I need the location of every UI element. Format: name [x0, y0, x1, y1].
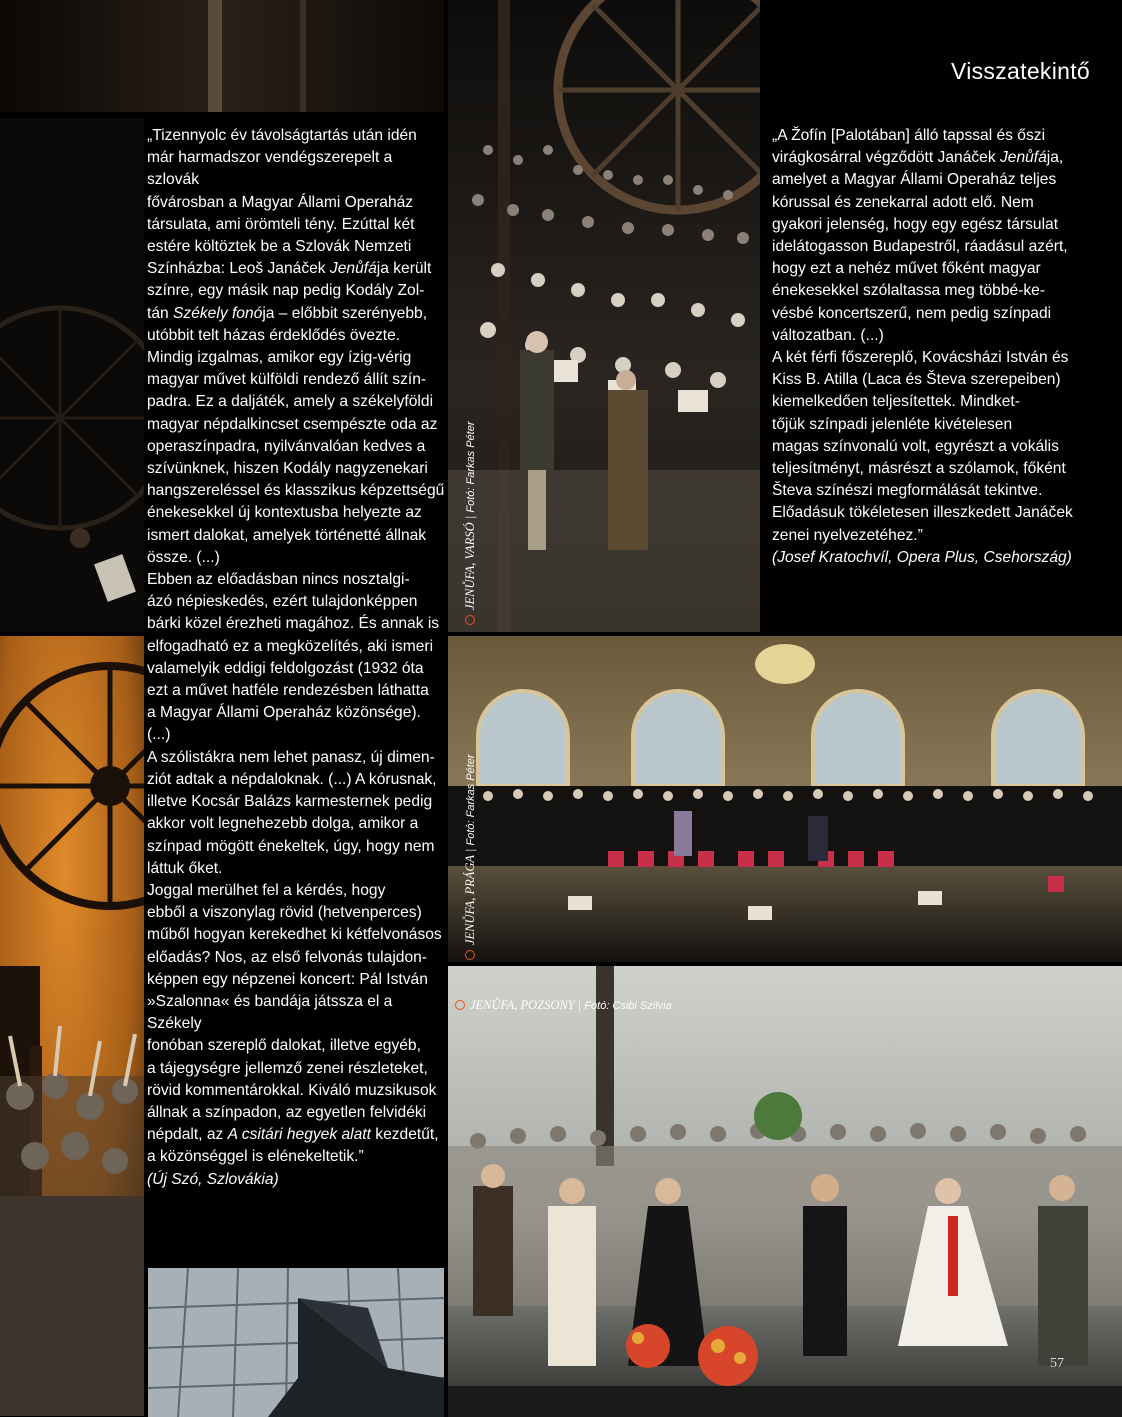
right-article — [772, 125, 1107, 569]
text-line: gyakori jelenség, hogy egy egész társulat — [772, 215, 1059, 233]
text-line: színpad mögött énekeltek, úgy, hogy nem — [147, 837, 435, 855]
text-line: a Magyar Állami Operaház közönsége). (...) — [147, 704, 421, 744]
text-segment: ja – előbbit szerényebb, — [262, 304, 428, 322]
caption-title: JENŮFA, POZSONY — [470, 998, 575, 1012]
song-title: A csitári hegyek alatt — [227, 1126, 371, 1144]
text-line: kiemelkedően teljesítettek. Mindket- — [772, 393, 1020, 411]
text-line: össze. (...) — [147, 548, 220, 566]
text-line: ziót adtak a népdaloknak. (...) A kórusnak, — [147, 770, 437, 788]
photo-glass-building — [148, 1268, 444, 1417]
text-line: rövid kommentárokkal. Kiváló muzsikusok — [147, 1081, 437, 1099]
text-line: képpen egy népzenei koncert: Pál István — [147, 970, 428, 988]
page-number: 57 — [1050, 1356, 1064, 1371]
caption-separator: | — [463, 848, 477, 853]
text-line: operaszínpadra, nyilvánvalóan kedves a — [147, 437, 426, 455]
text-line: Kiss B. Atilla (Laca és Števa szerepeiben) — [772, 371, 1061, 389]
text-segment: tán — [147, 304, 174, 322]
opera-title: Székely fonó — [173, 304, 263, 322]
caption-title: JENŮFA, VARSÓ — [463, 522, 477, 610]
text-line: zenei nyelvezetéhez.” — [772, 526, 923, 544]
caption-varso — [463, 422, 478, 626]
text-line: előadás? Nos, az első felvonás tulajdon- — [147, 948, 427, 966]
text-line: énekesekkel szólaltassa meg többé-ke- — [772, 282, 1046, 300]
text-line: magyar népdalkincset csempészte oda az — [147, 415, 438, 433]
opera-title: Jenůfá — [999, 149, 1047, 167]
text-line: illetve Kocsár Balázs karmesternek pedig — [147, 793, 433, 811]
ring-icon — [465, 950, 475, 960]
text-line: magas színvonalú volt, egyrészt a vokális — [772, 437, 1059, 455]
article-source: (Josef Kratochvíl, Opera Plus, Csehország) — [772, 548, 1072, 566]
caption-title: JENŮFA, PRÁGA — [463, 855, 477, 945]
ring-icon — [465, 615, 475, 625]
text-line: utóbbit telt házas érdeklődés övezte. — [147, 326, 401, 344]
text-line: Ebben az előadásban nincs nosztalgi- — [147, 571, 410, 589]
photo-left-dark-wheel — [0, 118, 144, 632]
text-line — [147, 258, 445, 280]
left-article — [147, 125, 445, 1191]
text-line: teljesítményt, másrészt a szólamok, főként — [772, 460, 1066, 478]
text-line: vésbé koncertszerű, nem pedig színpadi — [772, 304, 1052, 322]
text-line: akkor volt legnehezebb dolga, amikor a — [147, 815, 419, 833]
photo-credit: Fotó: Csibi Szilvia — [584, 1000, 672, 1012]
text-line: estére költöztek be a Szlovák Nemzeti — [147, 238, 412, 256]
text-line: hangszereléssel és klasszikus képzettségű — [147, 482, 445, 500]
photo-jenufa-praga — [448, 636, 1122, 962]
text-line: társulata, ami örömteli tény. Ezúttal két — [147, 215, 415, 233]
text-line: énekesekkel új kontextusba helyezte az — [147, 504, 422, 522]
text-line: »Szalonna« és bandája játssza el a Székely — [147, 992, 393, 1033]
text-line: a tájegységre jellemző zenei részleteket, — [147, 1059, 428, 1077]
text-line: fővárosban a Magyar Állami Operaház — [147, 193, 414, 211]
text-line: „Tizennyolc év távolságtartás után idén — [147, 127, 417, 144]
article-source: (Új Szó, Szlovákia) — [147, 1170, 279, 1188]
text-line: műből hogyan kerekedhet ki kétfelvonásos — [147, 926, 442, 944]
caption-praga — [463, 754, 478, 960]
text-line: padra. Ez a daljáték, amely a székelyföldi — [147, 393, 434, 411]
text-line: Előadásuk tökéletesen illeszkedett Janáček — [772, 504, 1073, 522]
text-line — [772, 147, 1107, 169]
text-line: már harmadszor vendégszerepelt a szlovák — [147, 149, 393, 189]
photo-left-orange-wheel — [0, 636, 144, 1416]
text-line: állnak a színpadon, az egyetlen felvidéki — [147, 1103, 427, 1121]
text-line: A két férfi főszereplő, Kovácsházi István és — [772, 349, 1069, 367]
caption-pozsony — [455, 998, 672, 1013]
text-line: Števa színészi megformálását tekintve. — [772, 482, 1043, 500]
section-title: Visszatekintő — [951, 58, 1090, 84]
text-line: Joggal merülhet fel a kérdés, hogy — [147, 881, 386, 899]
text-line: tőjük színpadi jelenléte kivételesen — [772, 415, 1013, 433]
text-line: kórussal és zenekarral adott elő. Nem — [772, 193, 1034, 211]
text-segment: népdalt, az — [147, 1126, 228, 1144]
text-line: a közönséggel is elénekeltetik.” — [147, 1148, 364, 1166]
photo-top-left-stage — [0, 0, 444, 112]
text-line: magyar művet külföldi rendező állít szín- — [147, 371, 427, 389]
text-line — [147, 1124, 445, 1146]
text-line — [147, 303, 445, 325]
text-line: színre, egy másik nap pedig Kodály Zol- — [147, 282, 425, 300]
text-line: fonóban szereplő dalokat, illetve egyéb, — [147, 1037, 421, 1055]
ring-icon — [455, 1000, 465, 1010]
text-line: ebből a viszonylag rövid (hetvenperces) — [147, 904, 422, 922]
text-line: elfogadható ez a megközelítés, aki ismeri — [147, 637, 434, 655]
photo-jenufa-varso — [448, 0, 760, 632]
text-line: „A Žofín [Palotában] álló tapssal és őszi — [772, 127, 1046, 144]
caption-separator: | — [463, 515, 477, 520]
text-line: változatban. (...) — [772, 326, 884, 344]
text-line: A szólistákra nem lehet panasz, új dimen- — [147, 748, 435, 766]
text-segment: ja került — [376, 260, 432, 278]
caption-separator: | — [577, 998, 582, 1012]
text-segment: ja, — [1046, 149, 1064, 167]
text-segment: virágkosárral végződött Janáček — [772, 149, 1000, 167]
text-line: idelátogasson Budapestről, ráadásul azért, — [772, 238, 1068, 256]
text-line: amelyet a Magyar Állami Operaház teljes — [772, 171, 1057, 189]
text-line: szívünknek, hiszen Kodály nagyzenekari — [147, 460, 428, 478]
text-segment: Színházba: Leoš Janáček — [147, 260, 330, 278]
photo-credit: Fotó: Farkas Péter — [465, 754, 477, 846]
opera-title: Jenůfá — [329, 260, 377, 278]
text-line: Mindig izgalmas, amikor egy ízig-vérig — [147, 349, 412, 367]
text-line: ezt a művet hatféle rendezésben láthatta — [147, 682, 429, 700]
text-line: bárki közel érezheti magához. És annak is — [147, 615, 440, 633]
text-line: hogy ezt a nehéz művet főként magyar — [772, 260, 1041, 278]
text-line: láttuk őket. — [147, 859, 223, 877]
photo-jenufa-pozsony — [448, 966, 1122, 1417]
text-line: valamelyik eddigi feldolgozást (1932 óta — [147, 659, 424, 677]
text-line: ázó népieskedés, ezért tulajdonképpen — [147, 593, 418, 611]
text-line: ismert dalokat, amelyek történetté állnak — [147, 526, 427, 544]
photo-credit: Fotó: Farkas Péter — [465, 421, 477, 513]
text-segment: kezdetűt, — [370, 1126, 439, 1144]
